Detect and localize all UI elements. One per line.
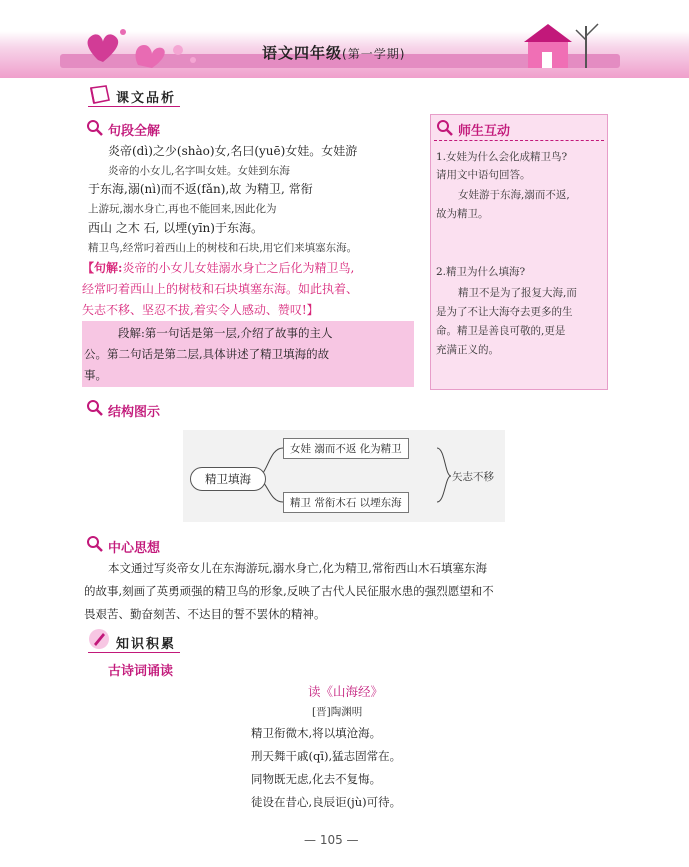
jujie-label: 【句解: bbox=[82, 261, 123, 275]
zhongxin-line-3: 畏艰苦、勤奋刻苦、不达目的誓不罢休的精神。 bbox=[84, 607, 326, 621]
divider bbox=[434, 140, 604, 141]
magnifier-icon bbox=[86, 399, 104, 417]
poem-line-4: 徒设在昔心,良辰讵(jù)可待。 bbox=[251, 795, 402, 809]
section-heading-gushi: 古诗词诵读 bbox=[108, 664, 174, 679]
answer-2-line-1: 精卫不是为了报复大海,而 bbox=[458, 287, 577, 299]
diagram-bottom-box: 精卫 常衔木石 以堙东海 bbox=[283, 492, 409, 513]
jujie-line-3: 矢志不移、坚忍不拔,着实令人感动、赞叹!】 bbox=[82, 303, 319, 317]
answer-1-line-2: 故为精卫。 bbox=[436, 208, 489, 220]
answer-2-line-3: 命。精卫是善良可敬的,更是 bbox=[436, 325, 566, 337]
diagram-right-label: 矢志不移 bbox=[452, 471, 494, 483]
question-1-line-2: 请用文中语句回答。 bbox=[436, 169, 531, 181]
page-header-title bbox=[262, 42, 405, 63]
header-subtitle: (第一学期) bbox=[342, 47, 406, 61]
magnifier-icon bbox=[86, 119, 104, 137]
text-line: 于东海,溺(nì)而不返(fǎn),故 为精卫, 常衔 bbox=[88, 182, 313, 196]
diagram-top-box: 女娃 溺而不返 化为精卫 bbox=[283, 438, 409, 459]
magnifier-icon bbox=[86, 535, 104, 553]
decor-hearts-icon bbox=[78, 20, 208, 70]
jujie-text: 炎帝的小女儿女娃溺水身亡之后化为精卫鸟, bbox=[122, 261, 355, 275]
section-heading-juduan: 句段全解 bbox=[108, 124, 161, 139]
annotation-line: 炎帝的小女儿,名字叫女娃。女娃到东海 bbox=[108, 165, 290, 177]
annotation-line: 精卫鸟,经常叼着西山上的树枝和石块,用它们来填塞东海。 bbox=[88, 242, 358, 254]
answer-2-line-4: 充满正义的。 bbox=[436, 344, 499, 356]
poem-author: [晋]陶渊明 bbox=[312, 706, 363, 718]
section-heading-shisheng: 师生互动 bbox=[458, 124, 511, 139]
divider bbox=[88, 106, 180, 107]
duanjie-line-1: 段解:第一句话是第一层,介绍了故事的主人 bbox=[118, 326, 333, 340]
jujie-line-1 bbox=[82, 259, 354, 276]
poem-title: 读《山海经》 bbox=[308, 684, 384, 699]
text-line: 炎帝(dì)之少(shào)女,名曰(yuē)女娃。女娃游 bbox=[108, 144, 358, 158]
section-heading-jiegou: 结构图示 bbox=[108, 405, 161, 420]
section-heading-zhongxin: 中心思想 bbox=[108, 541, 161, 556]
magnifier-icon bbox=[436, 119, 454, 137]
answer-1-line-1: 女娃游于东海,溺而不返, bbox=[458, 189, 570, 201]
section-main-title-2: 知识积累 bbox=[116, 637, 177, 652]
decor-house-tree-icon bbox=[508, 12, 608, 70]
jujie-line-2: 经常叼着西山上的树枝和石块填塞东海。如此执着、 bbox=[82, 282, 359, 296]
diagram-center-node: 精卫填海 bbox=[190, 467, 266, 491]
duanjie-line-3: 事。 bbox=[84, 368, 107, 382]
divider bbox=[88, 652, 180, 653]
question-2: 2.精卫为什么填海? bbox=[436, 266, 526, 278]
duanjie-line-2: 公。第二句话是第二层,具体讲述了精卫填海的故 bbox=[84, 347, 330, 361]
book-icon bbox=[88, 84, 112, 106]
zhongxin-line-2: 的故事,刻画了英勇顽强的精卫鸟的形象,反映了古代人民征服水患的强烈愿望和不 bbox=[84, 584, 494, 598]
header-title-text: 语文四年级 bbox=[262, 44, 343, 62]
page-number: — 105 — bbox=[304, 833, 359, 847]
question-1-line-1: 1.女娃为什么会化成精卫鸟? bbox=[436, 151, 568, 163]
poem-line-1: 精卫衔微木,将以填沧海。 bbox=[251, 726, 382, 740]
zhongxin-line-1: 本文通过写炎帝女儿在东海游玩,溺水身亡,化为精卫,常衔西山木石填塞东海 bbox=[108, 561, 487, 575]
annotation-line: 上游玩,溺水身亡,再也不能回来,因此化为 bbox=[88, 203, 277, 215]
section-main-title-1: 课文品析 bbox=[116, 91, 177, 106]
poem-line-2: 刑天舞干戚(qī),猛志固常在。 bbox=[251, 749, 402, 763]
poem-line-3: 同物既无虑,化去不复悔。 bbox=[251, 772, 382, 786]
answer-2-line-2: 是为了不让大海夺去更多的生 bbox=[436, 306, 573, 318]
text-line: 西山 之木 石, 以堙(yīn)于东海。 bbox=[88, 221, 263, 235]
pen-icon bbox=[88, 628, 110, 650]
